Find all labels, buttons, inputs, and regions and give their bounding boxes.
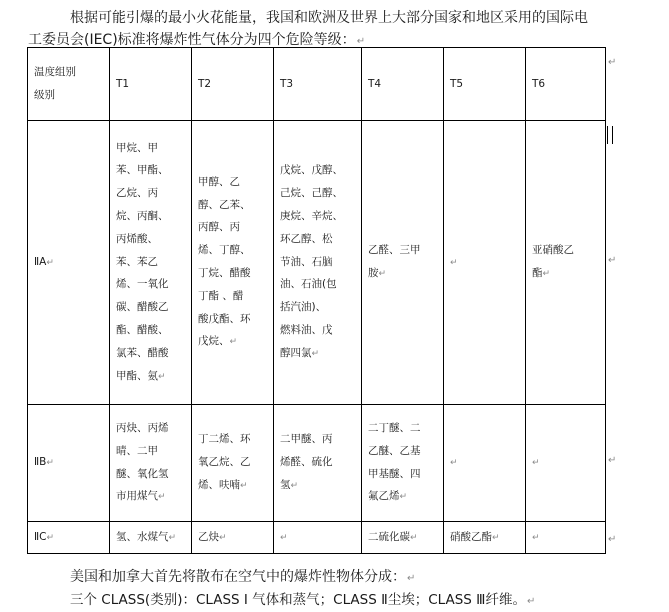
cell-line: 乙烷、丙: [116, 187, 158, 200]
table-cell-t2[interactable]: [192, 522, 274, 554]
cell-line: 丙醇、丙: [198, 221, 240, 234]
cell-line: 戊烷、戊醇、: [280, 164, 343, 177]
cell-line: 氟乙烯↵: [368, 490, 408, 503]
table-cell-t6[interactable]: [526, 522, 606, 554]
cell-line: 氢↵: [280, 478, 299, 491]
level-cell[interactable]: [28, 405, 110, 522]
table-cell-t5[interactable]: [444, 121, 526, 405]
footer-line-2-text: 三个 CLASS(类别)：CLASS Ⅰ 气体和蒸气；CLASS Ⅱ尘埃；CLASS Ⅲ纤维。: [70, 592, 526, 608]
footer-line-1-text: 美国和加拿大首先将散布在空气中的爆炸性物体分成：: [70, 569, 406, 585]
corner-bottom-label: 级别: [34, 89, 55, 101]
cell-end-mark-icon: ↵: [158, 371, 166, 382]
cell-line: 烷、丙酮、: [116, 210, 169, 222]
cell-line: 二硫化碳↵: [368, 530, 418, 543]
table-row: [28, 522, 606, 554]
cell-line: 戊烷、↵: [198, 335, 238, 348]
cell-line: 丁烷、醋酸: [198, 267, 251, 279]
table-cell-t2[interactable]: [192, 121, 274, 405]
cell-end-mark-icon: ↵: [290, 480, 299, 491]
intro-line-1-text: 根据可能引爆的最小火花能量，我国和欧洲及世界上大部分国家和地区采用的国际电: [70, 10, 588, 26]
table-cell-t4[interactable]: [362, 522, 444, 554]
cell-end-mark-icon: ↵: [229, 337, 238, 348]
cell-line: 胺↵: [368, 267, 387, 279]
cell-line: 甲烷、甲: [116, 141, 158, 154]
level-cell[interactable]: [28, 522, 110, 554]
table-header-row: [28, 48, 606, 121]
paragraph-mark-icon: ↵: [526, 596, 536, 607]
level-cell[interactable]: [28, 121, 110, 405]
table-cell-t3[interactable]: [274, 121, 362, 405]
table-cell-t4[interactable]: [362, 121, 444, 405]
cell-line: 醇、乙苯、: [198, 198, 251, 211]
footer-paragraph-line-1: [70, 567, 415, 589]
paragraph-mark-icon: ↵: [407, 573, 416, 584]
cell-line: 酸戊酯、环: [198, 312, 251, 325]
cell-line: 市用煤气↵: [116, 490, 166, 503]
cell-end-mark-icon: ↵: [492, 532, 500, 543]
cell-line: 乙醚、乙基: [368, 444, 421, 457]
cell-line: 苯、甲酯、: [116, 164, 169, 177]
cell-end-mark-icon: ↵: [168, 532, 177, 543]
cell-end-mark-icon: ↵: [410, 532, 418, 543]
row-end-mark-icon: ↵: [608, 534, 617, 545]
level-label: ⅡB: [34, 456, 47, 469]
cell-end-mark-icon: ↵: [158, 492, 166, 503]
cell-end-mark-icon: ↵: [240, 480, 248, 491]
cell-line: 苯、苯乙: [116, 255, 158, 268]
table-row: [28, 121, 606, 405]
intro-paragraph-line-1: [70, 8, 588, 28]
table-cell-t4[interactable]: [362, 405, 444, 522]
paragraph-mark-icon: ↵: [356, 36, 366, 47]
cell-line: 氢、水煤气↵: [116, 530, 177, 543]
cell-line: 碳、醋酸乙: [116, 301, 169, 314]
cell-end-mark-icon: ↵: [378, 269, 387, 279]
cell-end-mark-icon: ↵: [399, 492, 408, 503]
table-cell-t2[interactable]: [192, 405, 274, 522]
corner-top-label: 温度组别: [34, 66, 76, 79]
level-label: ⅡA: [34, 255, 47, 268]
table-cell-t6[interactable]: [526, 121, 606, 405]
cell-line: 丙炔、丙烯: [116, 421, 169, 434]
cell-line: 醚、氧化氢: [116, 467, 169, 480]
row-end-mark-icon: ↵: [608, 255, 617, 266]
cell-line: 酯、醋酸、: [116, 323, 169, 336]
cell-line: 氯苯、醋酸: [116, 346, 169, 359]
cell-line: 丁二烯、环: [198, 433, 251, 446]
level-label: ⅡC: [34, 530, 47, 543]
cell-line: 环乙醇、松: [280, 232, 333, 245]
cell-line: 丙烯酸、: [116, 232, 158, 245]
cell-line: 酯↵: [532, 267, 551, 279]
table-row: [28, 405, 606, 522]
cell-line: 括汽油)、: [280, 301, 327, 314]
header-cell-t2[interactable]: T2: [192, 48, 274, 121]
table-cell-t3[interactable]: [274, 522, 362, 554]
row-end-mark-icon: ↵: [608, 455, 617, 466]
cell-end-mark-icon: ↵: [280, 532, 288, 543]
cell-line: 硝酸乙酯↵: [450, 530, 500, 543]
cell-line: 烯、呋喃↵: [198, 478, 248, 491]
cell-line: 烯、丁醇、: [198, 244, 251, 257]
cell-line: 亚硝酸乙: [532, 244, 574, 257]
cell-line: 己烷、己醇、: [280, 187, 343, 200]
text-cursor-icon: [607, 126, 613, 144]
table-cell-t5[interactable]: [444, 405, 526, 522]
table-cell-t1[interactable]: [110, 522, 192, 554]
cell-line: 醇四氯↵: [280, 346, 320, 359]
cell-line: 甲基醚、四: [368, 467, 421, 480]
table-cell-t1[interactable]: [110, 405, 192, 522]
footer-paragraph-line-2: [70, 590, 535, 612]
cell-line: 节油、石脑: [280, 255, 333, 268]
cell-line: 丁酯 、醋: [198, 289, 244, 302]
cell-end-mark-icon: ↵: [450, 257, 458, 268]
cell-end-mark-icon: ↵: [542, 269, 551, 279]
table-cell-t6[interactable]: [526, 405, 606, 522]
table-cell-t1[interactable]: [110, 121, 192, 405]
header-cell-t5[interactable]: T5: [444, 48, 526, 121]
header-cell-t1[interactable]: T1: [110, 48, 192, 121]
header-cell-t6[interactable]: T6: [526, 48, 606, 121]
header-cell-t3[interactable]: T3: [274, 48, 362, 121]
corner-header-cell[interactable]: [28, 48, 110, 121]
table-cell-t5[interactable]: [444, 522, 526, 554]
cell-line: 油、石油(包: [280, 278, 337, 291]
cell-end-mark-icon: ↵: [450, 458, 458, 469]
cell-end-mark-icon: ↵: [311, 348, 320, 359]
cell-end-mark-icon: ↵: [46, 257, 54, 268]
cell-end-mark-icon: ↵: [532, 458, 540, 469]
cell-line: 烯醛、硫化: [280, 456, 333, 469]
cell-line: 氧乙烷、乙: [198, 456, 251, 469]
hazard-classification-table[interactable]: [27, 47, 606, 554]
intro-line-2-text: 工委员会(IEC)标准将爆炸性气体分为四个危险等级：: [28, 32, 356, 48]
cell-line: 甲酯、氨↵: [116, 369, 166, 382]
cell-line: 晴、二甲: [116, 444, 158, 457]
cell-end-mark-icon: ↵: [219, 532, 227, 543]
cell-line: 庚烷、辛烷、: [280, 210, 343, 222]
cell-line: 二丁醚、二: [368, 421, 421, 434]
table-cell-t3[interactable]: [274, 405, 362, 522]
cell-end-mark-icon: ↵: [532, 532, 540, 543]
cell-line: 烯、一氧化: [116, 278, 169, 291]
cell-end-mark-icon: ↵: [46, 532, 55, 543]
cell-line: 乙醛、三甲: [368, 244, 421, 257]
cell-end-mark-icon: ↵: [46, 458, 54, 469]
cell-line: 乙炔↵: [198, 530, 227, 543]
row-end-mark-icon: ↵: [608, 57, 617, 68]
cell-line: 甲醇、乙: [198, 175, 240, 188]
header-cell-t4[interactable]: T4: [362, 48, 444, 121]
cell-line: 燃料油、戊: [280, 323, 333, 336]
cell-line: 二甲醚、丙: [280, 433, 333, 446]
